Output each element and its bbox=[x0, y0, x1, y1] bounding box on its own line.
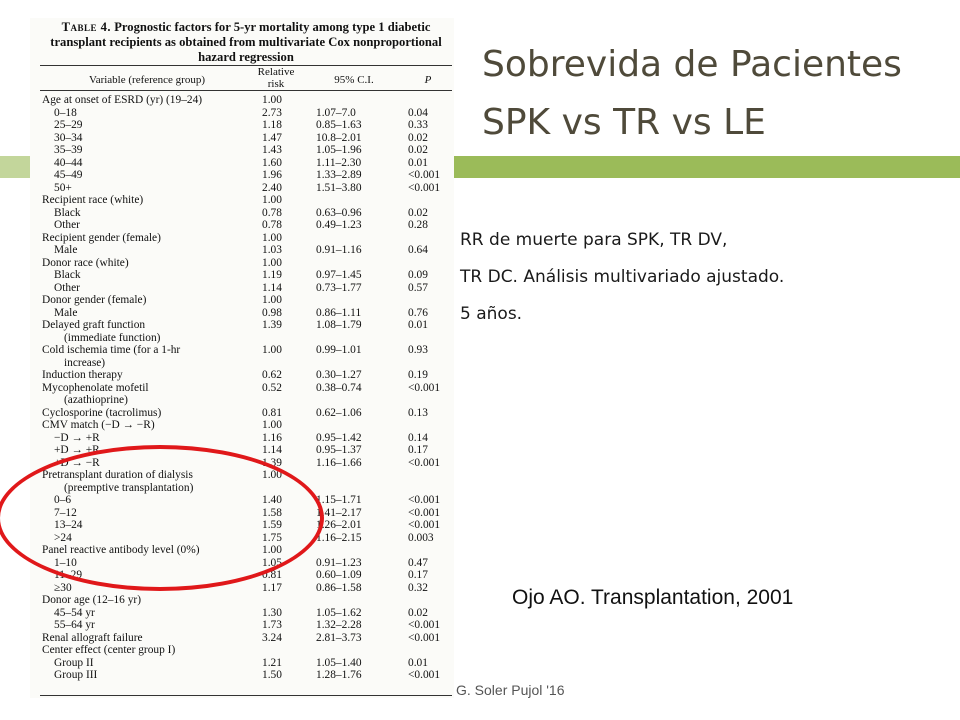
cell-ci: 1.08–1.79 bbox=[316, 319, 362, 331]
table-row bbox=[40, 657, 452, 670]
cell-ci: 0.85–1.63 bbox=[316, 119, 362, 131]
cell-ci: 0.91–1.16 bbox=[316, 244, 362, 256]
cell-relative-risk: 0.62 bbox=[262, 369, 282, 381]
cell-relative-risk: 1.59 bbox=[262, 519, 282, 531]
cell-relative-risk: 0.98 bbox=[262, 306, 282, 319]
table-row bbox=[40, 644, 452, 657]
cell-variable: Group II bbox=[54, 656, 94, 669]
cell-relative-risk: 0.78 bbox=[262, 219, 282, 231]
cell-variable: 30–34 bbox=[54, 131, 83, 144]
cell-ci: 1.33–2.89 bbox=[316, 169, 362, 181]
cell-variable: +D → +R bbox=[54, 444, 100, 456]
cell-ci: 1.51–3.80 bbox=[316, 181, 362, 194]
table-row bbox=[40, 382, 452, 395]
cell-relative-risk: 1.18 bbox=[262, 119, 282, 131]
cell-relative-risk: 0.81 bbox=[262, 569, 282, 581]
cell-ci: 1.05–1.62 bbox=[316, 606, 362, 619]
cell-relative-risk: 1.96 bbox=[262, 169, 282, 181]
cell-variable: CMV match (−D → −R) bbox=[42, 419, 155, 431]
slide-body-text bbox=[460, 222, 784, 333]
cell-p-value: <0.001 bbox=[408, 169, 441, 181]
cell-variable: >24 bbox=[54, 531, 72, 544]
cell-ci: 1.26–2.01 bbox=[316, 519, 362, 531]
cell-ci: 1.15–1.71 bbox=[316, 494, 362, 506]
cell-p-value: 0.003 bbox=[408, 531, 434, 544]
cell-ci: 0.62–1.06 bbox=[316, 406, 362, 419]
cell-variable: Center effect (center group I) bbox=[42, 644, 176, 656]
cell-variable: Other bbox=[54, 281, 80, 294]
cell-variable: Black bbox=[54, 206, 81, 219]
cell-relative-risk: 1.14 bbox=[262, 444, 282, 456]
body-line-3: 5 años. bbox=[460, 304, 523, 324]
table-row bbox=[40, 307, 452, 320]
cell-relative-risk: 1.16 bbox=[262, 431, 282, 444]
cell-p-value: <0.001 bbox=[408, 506, 441, 519]
cell-relative-risk: 1.14 bbox=[262, 281, 282, 294]
cell-variable: (azathioprine) bbox=[64, 394, 128, 406]
table-row bbox=[40, 419, 452, 432]
cell-variable: (preemptive transplantation) bbox=[64, 481, 194, 494]
cell-variable: 13–24 bbox=[54, 519, 83, 531]
table-row bbox=[40, 157, 452, 170]
cell-relative-risk: 1.30 bbox=[262, 606, 282, 619]
table-row bbox=[40, 394, 452, 407]
citation: Ojo AO. Transplantation, 2001 bbox=[512, 586, 794, 609]
cell-ci: 0.95–1.42 bbox=[316, 431, 362, 444]
table-row bbox=[40, 357, 452, 370]
cell-relative-risk: 1.03 bbox=[262, 244, 282, 256]
cell-relative-risk: 2.73 bbox=[262, 106, 282, 119]
cell-ci: 0.30–1.27 bbox=[316, 369, 362, 381]
cell-relative-risk: 1.75 bbox=[262, 531, 282, 544]
cell-ci: 1.16–2.15 bbox=[316, 531, 362, 544]
cell-variable: Recipient race (white) bbox=[42, 194, 144, 206]
cell-p-value: 0.76 bbox=[408, 306, 428, 319]
cell-relative-risk: 1.00 bbox=[262, 544, 282, 556]
cell-relative-risk: 1.00 bbox=[262, 231, 282, 244]
cell-ci: 0.97–1.45 bbox=[316, 269, 362, 281]
cell-p-value: 0.04 bbox=[408, 106, 428, 119]
cell-relative-risk: 2.40 bbox=[262, 181, 282, 194]
cell-p-value: 0.93 bbox=[408, 344, 428, 356]
cell-variable: 25–29 bbox=[54, 119, 83, 131]
table-caption-text: Prognostic factors for 5-yr mortality among type 1 diabetic transplant recipients as obtained from multivariate Cox nonproportional hazard regression bbox=[50, 20, 442, 64]
table-row bbox=[40, 269, 452, 282]
cell-variable: Cyclosporine (tacrolimus) bbox=[42, 406, 162, 419]
cell-variable: Mycophenolate mofetil bbox=[42, 381, 149, 394]
table-row bbox=[40, 632, 452, 645]
cell-p-value: 0.01 bbox=[408, 656, 428, 669]
table-row bbox=[40, 332, 452, 345]
cell-p-value: 0.02 bbox=[408, 606, 428, 619]
cell-p-value: 0.47 bbox=[408, 556, 428, 569]
cell-variable: (immediate function) bbox=[64, 331, 161, 344]
table-row bbox=[40, 594, 452, 607]
cell-ci: 1.11–2.30 bbox=[316, 156, 362, 169]
cell-ci: 1.28–1.76 bbox=[316, 669, 362, 681]
cell-relative-risk: 1.05 bbox=[262, 556, 282, 569]
cell-ci: 0.86–1.11 bbox=[316, 306, 362, 319]
table-row bbox=[40, 319, 452, 332]
cell-variable: 7–12 bbox=[54, 506, 77, 519]
table-row bbox=[40, 369, 452, 382]
cell-relative-risk: 1.47 bbox=[262, 131, 282, 144]
cell-variable: Induction therapy bbox=[42, 369, 123, 381]
table-row bbox=[40, 244, 452, 257]
table-row bbox=[40, 607, 452, 620]
cell-ci: 1.41–2.17 bbox=[316, 506, 362, 519]
cell-relative-risk: 3.24 bbox=[262, 631, 282, 644]
table-bottom-rule bbox=[40, 695, 452, 696]
table-row bbox=[40, 94, 452, 107]
red-highlight-ring bbox=[0, 445, 324, 591]
cell-relative-risk: 1.00 bbox=[262, 294, 282, 306]
table-row bbox=[40, 669, 452, 682]
cell-relative-risk: 1.00 bbox=[262, 94, 282, 106]
cell-p-value: 0.14 bbox=[408, 431, 428, 444]
table-row bbox=[40, 407, 452, 420]
cell-ci: 0.91–1.23 bbox=[316, 556, 362, 569]
cell-p-value: <0.001 bbox=[408, 181, 441, 194]
table-label: Table 4. bbox=[61, 20, 112, 34]
cell-relative-risk: 1.40 bbox=[262, 494, 282, 506]
cell-p-value: 0.09 bbox=[408, 269, 428, 281]
cell-p-value: 0.28 bbox=[408, 219, 428, 231]
cell-p-value: <0.001 bbox=[408, 519, 441, 531]
cell-p-value: 0.33 bbox=[408, 119, 428, 131]
cell-relative-risk: 1.43 bbox=[262, 144, 282, 156]
cell-p-value: <0.001 bbox=[408, 381, 441, 394]
cell-variable: 55–64 yr bbox=[54, 619, 95, 631]
cell-relative-risk: 1.00 bbox=[262, 419, 282, 431]
cell-p-value: 0.01 bbox=[408, 319, 428, 331]
cell-ci: 0.99–1.01 bbox=[316, 344, 362, 356]
cell-ci: 10.8–2.01 bbox=[316, 131, 362, 144]
cell-variable: 45–54 yr bbox=[54, 606, 95, 619]
cell-relative-risk: 1.60 bbox=[262, 156, 282, 169]
cell-variable: 45–49 bbox=[54, 169, 83, 181]
body-line-2: TR DC. Análisis multivariado ajustado. bbox=[460, 267, 785, 287]
cell-p-value: 0.32 bbox=[408, 581, 428, 594]
cell-variable: 35–39 bbox=[54, 144, 83, 156]
cell-relative-risk: 1.00 bbox=[262, 256, 282, 269]
table-row bbox=[40, 182, 452, 195]
cell-ci: 1.05–1.40 bbox=[316, 656, 362, 669]
table-row bbox=[40, 107, 452, 120]
cell-p-value: 0.02 bbox=[408, 144, 428, 156]
cell-relative-risk: 1.73 bbox=[262, 619, 282, 631]
table-row bbox=[40, 257, 452, 270]
cell-relative-risk: 1.58 bbox=[262, 506, 282, 519]
cell-ci: 0.49–1.23 bbox=[316, 219, 362, 231]
cell-p-value: 0.02 bbox=[408, 206, 428, 219]
table-row bbox=[40, 619, 452, 632]
cell-p-value: 0.64 bbox=[408, 244, 428, 256]
cell-variable: 11–29 bbox=[54, 569, 83, 581]
cell-p-value: 0.57 bbox=[408, 281, 428, 294]
cell-p-value: <0.001 bbox=[408, 494, 441, 506]
cell-relative-risk: 0.52 bbox=[262, 381, 282, 394]
cell-variable: 0–18 bbox=[54, 106, 77, 119]
cell-p-value: <0.001 bbox=[408, 631, 441, 644]
cell-variable: Male bbox=[54, 244, 78, 256]
cell-variable: Donor age (12–16 yr) bbox=[42, 594, 142, 606]
cell-p-value: <0.001 bbox=[408, 619, 441, 631]
table-row bbox=[40, 294, 452, 307]
cell-variable: Donor gender (female) bbox=[42, 294, 147, 306]
body-line-1: RR de muerte para SPK, TR DV, bbox=[460, 230, 728, 250]
cell-ci: 0.73–1.77 bbox=[316, 281, 362, 294]
cell-variable: Other bbox=[54, 219, 80, 231]
cell-variable: −D → +R bbox=[54, 431, 100, 444]
cell-ci: 1.05–1.96 bbox=[316, 144, 362, 156]
table-header-rule bbox=[40, 90, 452, 91]
cell-variable: Pretransplant duration of dialysis bbox=[42, 469, 193, 481]
table-row bbox=[40, 169, 452, 182]
cell-ci: 2.81–3.73 bbox=[316, 631, 362, 644]
cell-relative-risk: 1.21 bbox=[262, 656, 282, 669]
cell-variable: Recipient gender (female) bbox=[42, 231, 161, 244]
cell-variable: Male bbox=[54, 306, 78, 319]
cell-relative-risk: 1.00 bbox=[262, 194, 282, 206]
cell-p-value: 0.13 bbox=[408, 406, 428, 419]
slide-title-line-2: SPK vs TR vs LE bbox=[482, 102, 766, 143]
table-row bbox=[40, 282, 452, 295]
cell-variable: Cold ischemia time (for a 1-hr bbox=[42, 344, 181, 356]
cell-p-value: 0.02 bbox=[408, 131, 428, 144]
cell-ci: 1.07–7.0 bbox=[316, 106, 356, 119]
cell-ci: 0.38–0.74 bbox=[316, 381, 362, 394]
cell-variable: 50+ bbox=[54, 181, 72, 194]
cell-ci: 1.16–1.66 bbox=[316, 456, 362, 469]
table-row bbox=[40, 344, 452, 357]
cell-relative-risk: 1.50 bbox=[262, 669, 282, 681]
cell-ci: 0.60–1.09 bbox=[316, 569, 362, 581]
cell-p-value: <0.001 bbox=[408, 669, 441, 681]
cell-ci: 0.63–0.96 bbox=[316, 206, 362, 219]
table-row bbox=[40, 232, 452, 245]
cell-variable: Donor race (white) bbox=[42, 256, 129, 269]
header-variable: Variable (reference group) bbox=[88, 74, 206, 86]
cell-relative-risk: 1.00 bbox=[262, 344, 282, 356]
cell-variable: 40–44 bbox=[54, 156, 83, 169]
table-row bbox=[40, 219, 452, 232]
cell-relative-risk: 1.39 bbox=[262, 319, 282, 331]
table-row bbox=[40, 432, 452, 445]
cell-variable: 1–10 bbox=[54, 556, 77, 569]
table-row bbox=[40, 119, 452, 132]
cell-relative-risk: 1.00 bbox=[262, 469, 282, 481]
cell-ci: 0.86–1.58 bbox=[316, 581, 362, 594]
cell-variable: increase) bbox=[64, 356, 106, 369]
cell-ci: 0.95–1.37 bbox=[316, 444, 362, 456]
cell-variable: Renal allograft failure bbox=[42, 631, 143, 644]
cell-variable: Black bbox=[54, 269, 81, 281]
cell-variable: 0–6 bbox=[54, 494, 72, 506]
cell-relative-risk: 1.17 bbox=[262, 581, 282, 594]
cell-variable: Delayed graft function bbox=[42, 319, 146, 331]
header-relative-risk: Relative risk bbox=[257, 66, 295, 90]
cell-variable: Panel reactive antibody level (0%) bbox=[42, 544, 200, 556]
cell-p-value: 0.17 bbox=[408, 569, 428, 581]
cell-variable: ≥30 bbox=[54, 581, 72, 594]
header-ci: 95% C.I. bbox=[334, 74, 374, 86]
cell-relative-risk: 1.19 bbox=[262, 269, 282, 281]
cell-variable: Age at onset of ESRD (yr) (19–24) bbox=[42, 94, 203, 106]
cell-p-value: <0.001 bbox=[408, 456, 441, 469]
mortality-table-image bbox=[30, 18, 454, 698]
table-row bbox=[40, 132, 452, 145]
cell-relative-risk: 0.78 bbox=[262, 206, 282, 219]
slide-title-line-1: Sobrevida de Pacientes bbox=[482, 44, 902, 85]
table-row bbox=[40, 144, 452, 157]
table-caption bbox=[40, 20, 452, 65]
cell-ci: 1.32–2.28 bbox=[316, 619, 362, 631]
cell-p-value: 0.17 bbox=[408, 444, 428, 456]
cell-variable: +D → −R bbox=[54, 456, 100, 469]
table-row bbox=[40, 194, 452, 207]
cell-relative-risk: 1.39 bbox=[262, 456, 282, 469]
cell-p-value: 0.01 bbox=[408, 156, 428, 169]
cell-p-value: 0.19 bbox=[408, 369, 428, 381]
header-p: P bbox=[424, 74, 432, 86]
table-top-rule bbox=[40, 65, 452, 66]
cell-variable: Group III bbox=[54, 669, 98, 681]
footer-author: G. Soler Pujol '16 bbox=[456, 682, 565, 698]
cell-relative-risk: 0.81 bbox=[262, 406, 282, 419]
table-row bbox=[40, 207, 452, 220]
